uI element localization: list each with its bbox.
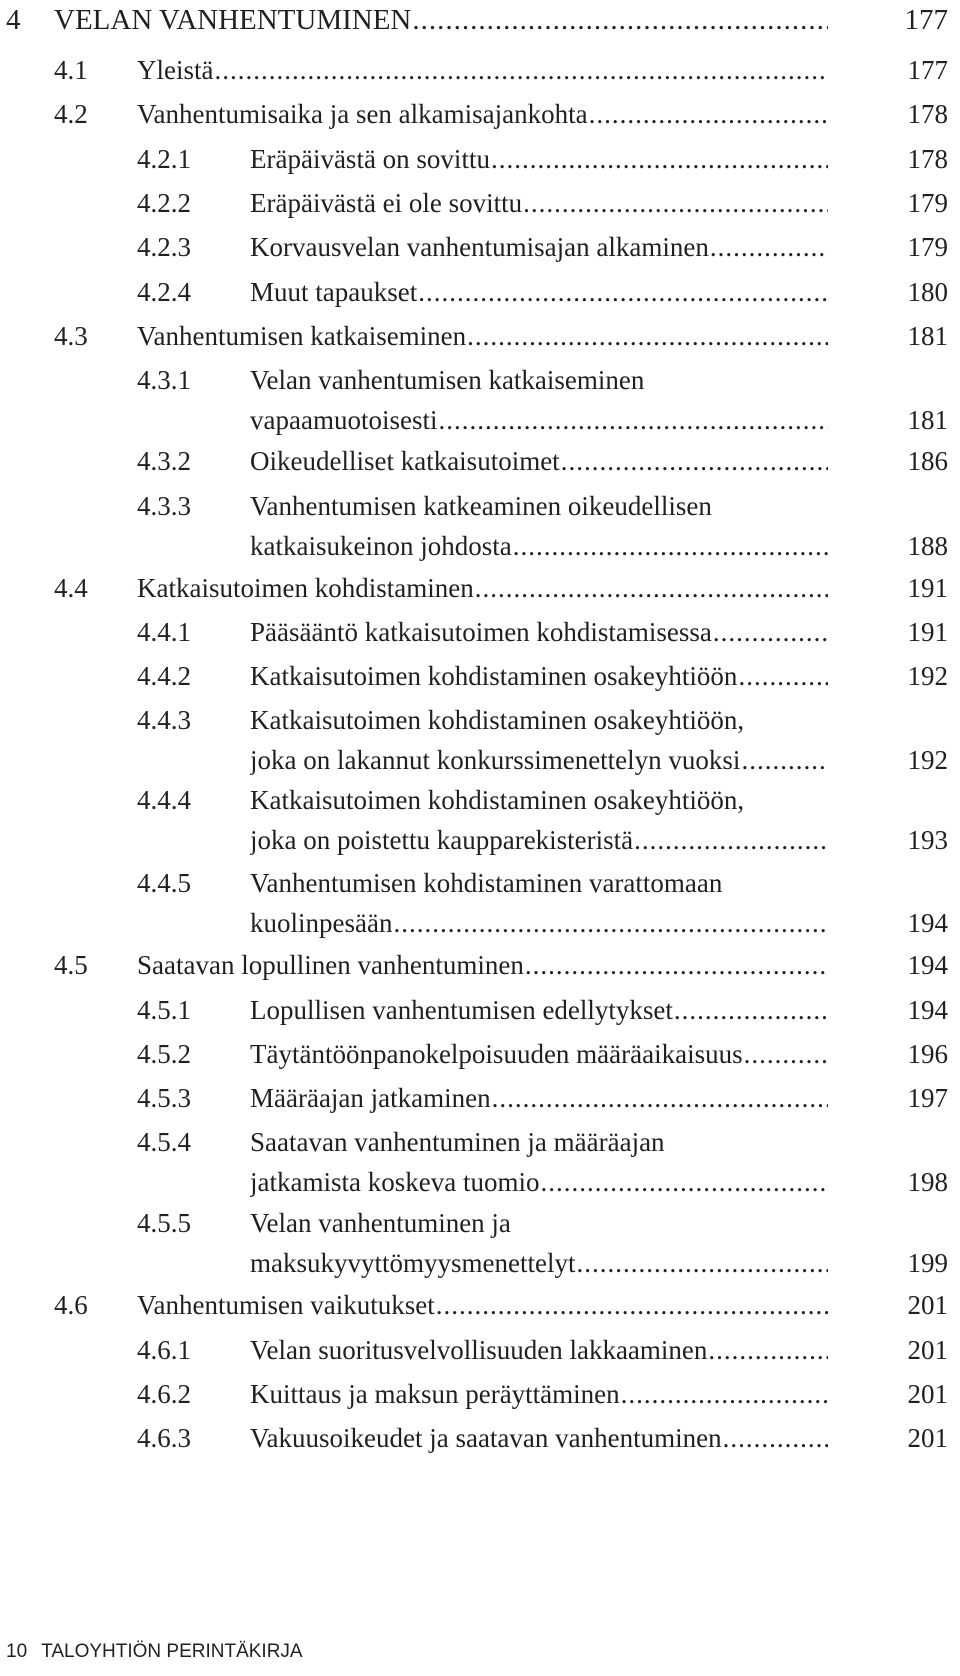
toc-entry-number: 4	[6, 4, 21, 36]
toc-entry-title: vapaamuotoisesti	[250, 405, 438, 435]
toc-entry-title: Lopullisen vanhentumisen edellytykset	[250, 995, 673, 1025]
dot-leader	[709, 227, 828, 267]
toc-entry-title: Katkaisutoimen kohdistaminen osakeyhtiöön	[250, 661, 738, 691]
toc-entry-title: Vanhentumisaika ja sen alkamisajankohta	[137, 99, 588, 129]
toc-entry-title: jatkamista koskeva tuomio	[250, 1167, 540, 1197]
dot-leader	[575, 1243, 828, 1283]
dot-leader	[673, 990, 828, 1030]
dot-leader	[633, 820, 828, 860]
toc-entry-page: 201	[907, 1335, 948, 1365]
toc-entry-page: 193	[907, 825, 948, 855]
dot-leader	[707, 1330, 828, 1370]
toc-entry-page: 192	[907, 661, 948, 691]
toc-entry-number: 4.2	[54, 99, 88, 129]
toc-entry-page: 179	[907, 232, 948, 262]
toc-entry-page: 177	[907, 55, 948, 85]
toc-entry-title: joka on poistettu kaupparekisteristä	[250, 825, 634, 855]
dot-leader	[411, 0, 828, 40]
toc-entry-number: 4.2.3	[137, 232, 191, 262]
toc-entry-title: Vanhentumisen katkaiseminen	[137, 321, 467, 351]
toc-entry-page: 197	[907, 1083, 948, 1113]
toc-entry-page: 188	[907, 531, 948, 561]
toc-entry-page: 194	[907, 995, 948, 1025]
toc-entry-title: Katkaisutoimen kohdistaminen osakeyhtiöön,	[250, 705, 745, 735]
toc-entry-title: Saatavan lopullinen vanhentuminen	[137, 950, 524, 980]
dot-leader	[560, 441, 828, 481]
toc-entry-title: katkaisukeinon johdosta	[250, 531, 512, 561]
toc-entry-title: Katkaisutoimen kohdistaminen	[137, 573, 474, 603]
toc-entry-title: Muut tapaukset	[250, 277, 418, 307]
dot-leader	[437, 400, 828, 440]
toc-entry-title: Vakuusoikeudet ja saatavan vanhentuminen	[250, 1423, 722, 1453]
toc-entry-page: 192	[907, 745, 948, 775]
toc-entry-page: 199	[907, 1248, 948, 1278]
toc-entry-number: 4.4.1	[137, 617, 191, 647]
dot-leader	[474, 568, 828, 608]
toc-entry-page: 177	[904, 4, 948, 36]
toc-entry-number: 4.4.3	[137, 705, 191, 735]
toc-entry-number: 4.1	[54, 55, 88, 85]
book-title: TALOYHTIÖN PERINTÄKIRJA	[41, 1641, 303, 1662]
toc-entry-number: 4.5.2	[137, 1039, 191, 1069]
toc-entry-page: 178	[907, 144, 948, 174]
toc-entry-number: 4.6.3	[137, 1423, 191, 1453]
toc-entry-number: 4.4.4	[137, 785, 191, 815]
dot-leader	[213, 50, 828, 90]
dot-leader	[539, 1162, 828, 1202]
toc-entry-title: Kuittaus ja maksun peräyttäminen	[250, 1379, 620, 1409]
dot-leader	[722, 1418, 828, 1458]
dot-leader	[490, 139, 828, 179]
toc-entry-number: 4.3	[54, 321, 88, 351]
toc-entry-page: 186	[907, 446, 948, 476]
toc-entry-title: Velan vanhentumisen katkaiseminen	[250, 365, 645, 395]
toc-entry-title: joka on lakannut konkurssimenettelyn vuoksi	[250, 745, 741, 775]
toc-entry-page: 179	[907, 188, 948, 218]
toc-entry-title: Eräpäivästä on sovittu	[250, 144, 490, 174]
toc-entry-title: Määräajan jatkaminen	[250, 1083, 491, 1113]
dot-leader	[743, 1034, 828, 1074]
toc-entry-title: Oikeudelliset katkaisutoimet	[250, 446, 560, 476]
toc-entry-number: 4.4	[54, 573, 88, 603]
dot-leader	[466, 316, 828, 356]
toc-entry-number: 4.4.2	[137, 661, 191, 691]
toc-entry-number: 4.6.2	[137, 1379, 191, 1409]
toc-entry-page: 194	[907, 908, 948, 938]
toc-entry-page: 196	[907, 1039, 948, 1069]
toc-entry-title: Velan suoritusvelvollisuuden lakkaaminen	[250, 1335, 708, 1365]
dot-leader	[512, 526, 828, 566]
toc-entry-page: 181	[907, 405, 948, 435]
toc-entry-number: 4.5.1	[137, 995, 191, 1025]
dot-leader	[740, 740, 828, 780]
toc-entry-title: Vanhentumisen kohdistaminen varattomaan	[250, 868, 723, 898]
toc-entry-title: kuolinpesään	[250, 908, 393, 938]
toc-entry-title: Saatavan vanhentuminen ja määräajan	[250, 1127, 665, 1157]
toc-entry-title: Katkaisutoimen kohdistaminen osakeyhtiöön,	[250, 785, 745, 815]
toc-entry-page: 180	[907, 277, 948, 307]
toc-entry-title: Eräpäivästä ei ole sovittu	[250, 188, 523, 218]
dot-leader	[737, 656, 828, 696]
toc-entry-title: Korvausvelan vanhentumisajan alkaminen	[250, 232, 709, 262]
toc-entry-page: 201	[907, 1423, 948, 1453]
dot-leader	[712, 612, 828, 652]
toc-entry-title: VELAN VANHENTUMINEN	[54, 4, 412, 36]
dot-leader	[524, 945, 828, 985]
toc-entry-title: maksukyvyttömyysmenettelyt	[250, 1248, 576, 1278]
toc-entry-page: 194	[907, 950, 948, 980]
toc-entry-page: 201	[907, 1379, 948, 1409]
dot-leader	[588, 94, 828, 134]
toc-entry-number: 4.5.4	[137, 1127, 191, 1157]
toc-entry-title: Velan vanhentuminen ja	[250, 1208, 511, 1238]
toc-entry-number: 4.3.1	[137, 365, 191, 395]
toc-entry-number: 4.5.3	[137, 1083, 191, 1113]
toc-entry-number: 4.3.2	[137, 446, 191, 476]
toc-entry-number: 4.6	[54, 1290, 88, 1320]
toc-entry-page: 191	[907, 573, 948, 603]
toc-entry-number: 4.3.3	[137, 491, 191, 521]
toc-entry-page: 178	[907, 99, 948, 129]
toc-entry-page: 191	[907, 617, 948, 647]
toc-entry-number: 4.5	[54, 950, 88, 980]
page-footer	[6, 1641, 303, 1663]
toc-entry-title: Yleistä	[137, 55, 214, 85]
toc-entry-page: 198	[907, 1167, 948, 1197]
toc-entry-title: Täytäntöönpanokelpoisuuden määräaikaisuus	[250, 1039, 743, 1069]
dot-leader	[417, 272, 828, 312]
toc-entry-page: 181	[907, 321, 948, 351]
toc-entry-title: Vanhentumisen katkeaminen oikeudellisen	[250, 491, 712, 521]
page-number: 10	[6, 1641, 28, 1662]
toc-entry-title: Vanhentumisen vaikutukset	[137, 1290, 435, 1320]
toc-entry-number: 4.2.1	[137, 144, 191, 174]
toc-entry-number: 4.6.1	[137, 1335, 191, 1365]
toc-entry-number: 4.4.5	[137, 868, 191, 898]
toc-entry-number: 4.2.2	[137, 188, 191, 218]
dot-leader	[522, 183, 828, 223]
dot-leader	[491, 1078, 828, 1118]
toc-entry-title: Pääsääntö katkaisutoimen kohdistamisessa	[250, 617, 712, 647]
dot-leader	[435, 1285, 828, 1325]
toc-entry-page: 201	[907, 1290, 948, 1320]
toc-entry-number: 4.5.5	[137, 1208, 191, 1238]
dot-leader	[392, 903, 828, 943]
dot-leader	[620, 1374, 828, 1414]
toc-entry-number: 4.2.4	[137, 277, 191, 307]
